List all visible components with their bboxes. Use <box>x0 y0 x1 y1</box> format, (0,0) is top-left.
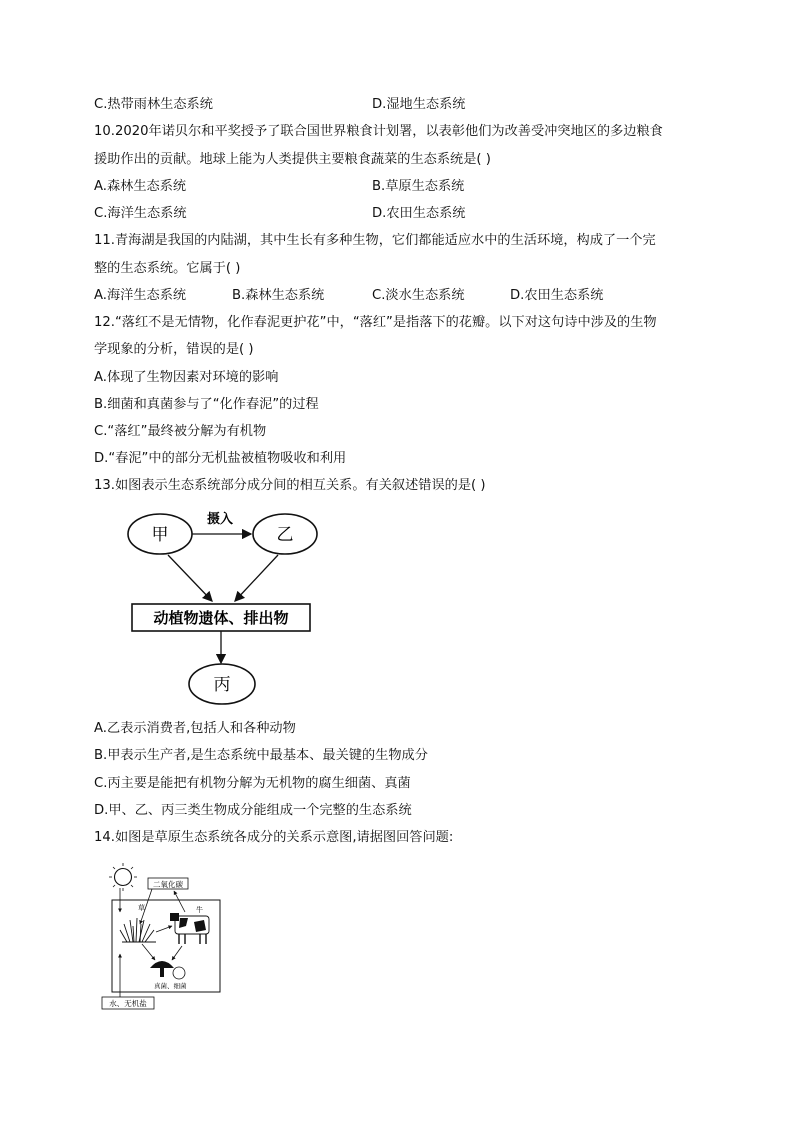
q10-stem-line1: 10.2020年诺贝尔和平奖授予了联合国世界粮食计划署，以表彰他们为改善受冲突地区的多边粮食 <box>94 124 663 139</box>
grass-icon <box>120 918 156 942</box>
q13-relationship-diagram <box>120 505 320 707</box>
cow-icon <box>170 913 209 944</box>
q12-option-b: B.细菌和真菌参与了“化作春泥”的过程 <box>94 397 319 412</box>
node-jia-label: 甲 <box>151 525 169 545</box>
ingest-arrow-label: 摄入 <box>206 512 234 527</box>
grass-to-cow-arrow <box>156 926 172 932</box>
q12-option-a: A.体现了生物因素对环境的影响 <box>94 370 279 385</box>
q12-option-d: D.“春泥”中的部分无机盐被植物吸收和利用 <box>94 451 347 466</box>
arrow-jia-to-box <box>168 555 212 601</box>
q13-option-a: A.乙表示消费者,包括人和各种动物 <box>94 721 296 736</box>
q13-option-b: B.甲表示生产者,是生态系统中最基本、最关键的生物成分 <box>94 748 428 763</box>
node-bing-label: 丙 <box>213 675 231 695</box>
sun-icon <box>109 863 137 891</box>
bacteria-icon <box>173 967 185 979</box>
cow-to-decomposer-arrow <box>172 946 182 960</box>
q13-option-c: C.丙主要是能把有机物分解为无机物的腐生细菌、真菌 <box>94 776 411 791</box>
q14-stem: 14.如图是草原生态系统各成分的关系示意图,请据图回答问题: <box>94 830 454 845</box>
q10-option-b: B.草原生态系统 <box>372 179 465 194</box>
q10-option-a: A.森林生态系统 <box>94 179 187 194</box>
cow-label: 牛 <box>196 906 203 914</box>
node-yi-label: 乙 <box>276 525 294 545</box>
ecosystem-frame <box>112 900 220 992</box>
decomposer-label: 真菌、细菌 <box>154 982 187 990</box>
q13-option-d: D.甲、乙、丙三类生物成分能组成一个完整的生态系统 <box>94 803 412 818</box>
q11-stem-line2: 整的生态系统。它属于( ) <box>94 261 241 276</box>
q10-option-d: D.农田生态系统 <box>372 206 466 221</box>
q11-option-a: A.海洋生态系统 <box>94 288 187 303</box>
water-label: 水、无机盐 <box>109 999 147 1008</box>
q11-stem-line1: 11.青海湖是我国的内陆湖，其中生长有多种生物，它们都能适应水中的生活环境，构成了一个完 <box>94 233 656 248</box>
co2-label: 二氧化碳 <box>153 880 183 889</box>
q12-stem-line1: 12.“落红不是无情物，化作春泥更护花”中，“落红”是指落下的花瓣。以下对这句诗中涉及的生物 <box>94 315 657 330</box>
q11-option-d: D.农田生态系统 <box>510 288 604 303</box>
q12-stem-line2: 学现象的分析，错误的是( ) <box>94 342 254 357</box>
remains-box-label: 动植物遗体、排出物 <box>153 609 289 627</box>
q11-option-b: B.森林生态系统 <box>232 288 325 303</box>
q13-stem: 13.如图表示生态系统部分成分间的相互关系。有关叙述错误的是( ) <box>94 478 486 493</box>
q9-option-c: C.热带雨林生态系统 <box>94 97 213 112</box>
arrow-yi-to-box <box>235 555 278 601</box>
grass-to-decomposer-arrow <box>142 944 155 960</box>
q9-option-d: D.湿地生态系统 <box>372 97 466 112</box>
q10-option-c: C.海洋生态系统 <box>94 206 187 221</box>
q10-stem-line2: 援助作出的贡献。地球上能为人类提供主要粮食蔬菜的生态系统是( ) <box>94 152 491 167</box>
q11-option-c: C.淡水生态系统 <box>372 288 465 303</box>
q14-grassland-diagram <box>100 860 235 1015</box>
grass-label: 草 <box>138 904 145 912</box>
mushroom-icon <box>150 961 174 977</box>
q12-option-c: C.“落红”最终被分解为有机物 <box>94 424 267 439</box>
cow-to-co2-arrow <box>174 891 185 912</box>
